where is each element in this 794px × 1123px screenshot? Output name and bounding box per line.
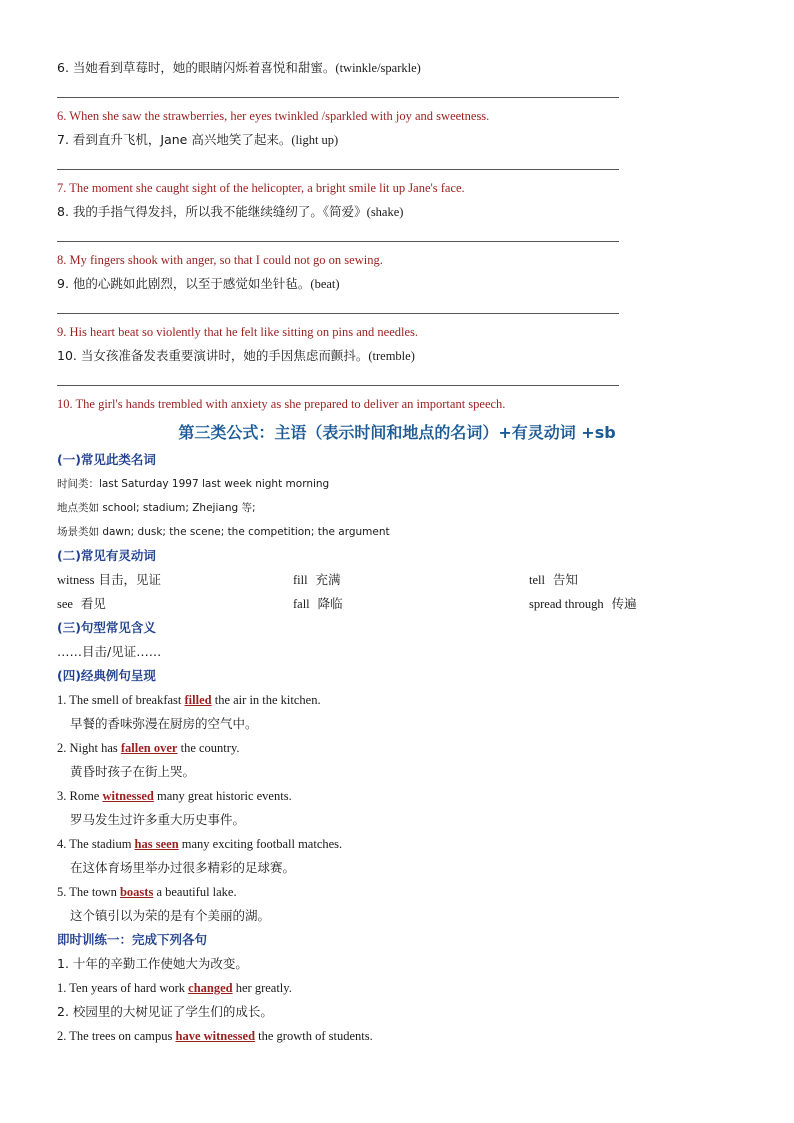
example-en: 1. The smell of breakfast filled the air in the kitchen. [57,693,321,707]
exercise-prompt: 8. 我的手指气得发抖，所以我不能继续缝纫了。《简爱》(shake) [57,204,404,219]
exercise-7 [57,128,737,200]
example-3 [57,784,737,832]
answer-blank-line [57,368,737,392]
exercise-answer: 9. His heart beat so violently that he felt like sitting on pins and needles. [57,325,419,339]
answer-blank-line [57,224,737,248]
answer-blank-line [57,296,737,320]
example-en: 5. The town boasts a beautiful lake. [57,885,237,899]
part3-heading: (三)句型常见含义 [57,620,156,635]
exercise-answer: 6. When she saw the strawberries, her eyes twinkled /sparkled with joy and sweetness. [57,109,490,123]
place-nouns: 地点类如 school; stadium; Zhejiang 等; [57,502,256,514]
answer-blank-line [57,152,737,176]
verb-row [57,568,737,592]
verb-cell: tell 告知 [529,572,578,587]
exercise-prompt: 6. 当她看到草莓时，她的眼睛闪烁着喜悦和甜蜜。(twinkle/sparkle) [57,60,421,75]
example-en: 3. Rome witnessed many great historic events. [57,789,292,803]
exercise-9 [57,272,737,344]
highlight-verb: filled [184,693,212,707]
document-page [57,56,737,1048]
part1-heading: (一)常见此类名词 [57,452,156,467]
example-2 [57,736,737,784]
example-en: 4. The stadium has seen many exciting football matches. [57,837,343,851]
part2-heading: (二)常见有灵动词 [57,548,156,563]
exercise-8 [57,200,737,272]
exercise-answer: 8. My fingers shook with anger, so that I could not go on sewing. [57,253,383,267]
pattern-meaning: ……目击/见证…… [57,644,162,659]
practice-heading: 即时训练一：完成下列各句 [57,932,208,947]
practice-prompt: 2. 校园里的大树见证了学生们的成长。 [57,1004,273,1019]
practice-2 [57,1000,737,1048]
verb-cell: fall 降临 [293,596,343,611]
practice-prompt: 1. 十年的辛勤工作使她大为改变。 [57,956,248,971]
verb-cell: see 看见 [57,596,106,611]
example-zh: 这个镇引以为荣的是有个美丽的湖。 [70,908,271,923]
example-en: 2. Night has fallen over the country. [57,741,240,755]
exercise-6 [57,56,737,128]
example-zh: 罗马发生过许多重大历史事件。 [70,812,246,827]
verb-cell: fill 充满 [293,572,341,587]
example-4 [57,832,737,880]
time-nouns: 时间类：last Saturday 1997 last week night morning [57,478,330,490]
exercise-10 [57,344,737,416]
exercise-answer: 10. The girl's hands trembled with anxiety as she prepared to deliver an important speech. [57,397,506,411]
example-zh: 早餐的香味弥漫在厨房的空气中。 [70,716,258,731]
verb-cell: witness 目击，见证 [57,572,161,587]
practice-answer: 2. The trees on campus have witnessed the growth of students. [57,1029,373,1043]
section-title: 第三类公式：主语（表示时间和地点的名词）+有灵动词 +sb [178,423,616,442]
highlight-verb: has seen [134,837,179,851]
answer-blank-line [57,80,737,104]
example-zh: 黄昏时孩子在街上哭。 [70,764,196,779]
verb-cell: spread through 传遍 [529,596,637,611]
part4-heading: (四)经典例句呈现 [57,668,156,683]
highlight-verb: witnessed [102,789,154,803]
highlight-verb: changed [188,981,233,995]
highlight-verb: boasts [119,885,154,899]
example-zh: 在这体育场里举办过很多精彩的足球赛。 [70,860,296,875]
exercise-prompt: 9. 他的心跳如此剧烈，以至于感觉如坐针毡。(beat) [57,276,340,291]
practice-answer: 1. Ten years of hard work changed her greatly. [57,981,292,995]
highlight-verb: have witnessed [175,1029,256,1043]
exercise-prompt: 10. 当女孩准备发表重要演讲时，她的手因焦虑而颤抖。(tremble) [57,348,415,363]
example-5 [57,880,737,928]
example-1 [57,688,737,736]
practice-1 [57,952,737,1000]
exercise-answer: 7. The moment she caught sight of the helicopter, a bright smile lit up Jane's face. [57,181,465,195]
exercise-prompt: 7. 看到直升飞机，Jane 高兴地笑了起来。(light up) [57,132,339,147]
verb-row [57,592,737,616]
highlight-verb: fallen over [120,741,178,755]
scene-nouns: 场景类如 dawn; dusk; the scene; the competition; the argument [57,526,390,538]
